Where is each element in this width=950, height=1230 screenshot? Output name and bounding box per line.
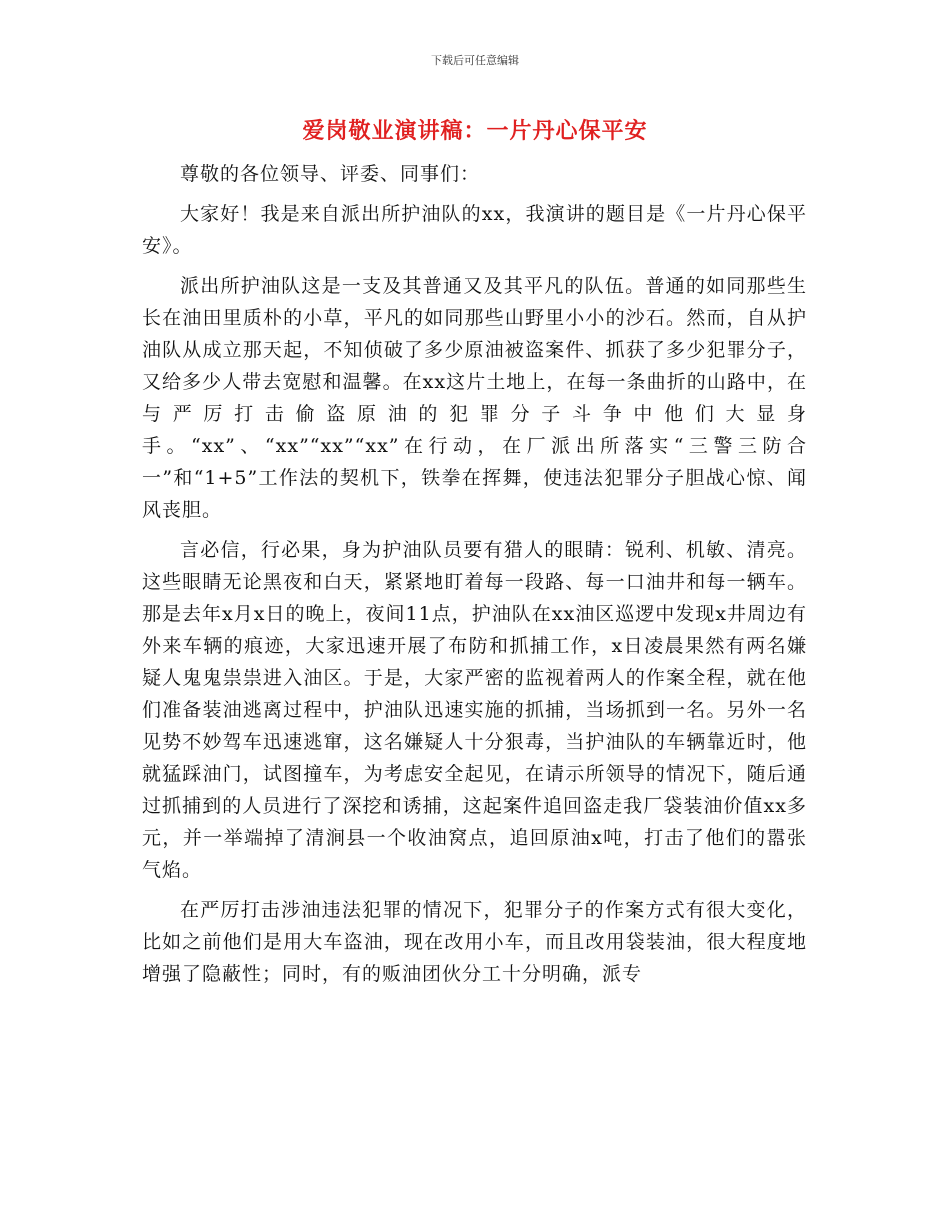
salutation-paragraph: 尊敬的各位领导、评委、同事们： [180,163,481,185]
document-body [142,158,807,998]
body-paragraph: 派出所护油队这是一支及其普通又及其平凡的队伍。普通的如同那些生长在油田里质朴的小草，平凡的如同那些山野里小小的沙石。然而，自从护油队从成立那天起，不知侦破了多少原油被盗案件、抓获了多少犯罪分子，又给多少人带去宽慰和温馨。在xx这片土地上，在每一条曲折的山路中，在与严厉打击偷盗原油的犯罪分子斗争中他们大显身手。“xx”、“xx”“xx”“xx”在行动，在厂派出所落实“三警三防合一”和“1+5”工作法的契机下，铁拳在挥舞，使违法犯罪分子胆战心惊、闻风丧胆。 [142,275,807,521]
page-header: 下载后可任意编辑 [431,54,519,67]
body-paragraph: 在严厉打击涉油违法犯罪的情况下，犯罪分子的作案方式有很大变化，比如之前他们是用大车盗油，现在改用小车，而且改用袋装油，很大程度地增强了隐蔽性；同时，有的贩油团伙分工十分明确，派专 [142,899,807,985]
document-title: 爱岗敬业演讲稿：一片丹心保平安 [302,119,648,144]
greeting-paragraph: 大家好！我是来自派出所护油队的xx，我演讲的题目是《一片丹心保平安》。 [142,203,807,257]
body-paragraph: 言必信，行必果，身为护油队员要有猎人的眼睛：锐利、机敏、清亮。这些眼睛无论黑夜和白天，紧紧地盯着每一段路、每一口油井和每一辆车。那是去年x月x日的晚上，夜间11点，护油队在xx油区巡逻中发现x井周边有外来车辆的痕迹，大家迅速开展了布防和抓捕工作，x日凌晨果然有两名嫌疑人鬼鬼祟祟进入油区。于是，大家严密的监视着两人的作案全程，就在他们准备装油逃离过程中，护油队迅速实施的抓捕，当场抓到一名。另外一名见势不妙驾车迅速逃窜，这名嫌疑人十分狠毒，当护油队的车辆靠近时，他就猛踩油门，试图撞车，为考虑安全起见，在请示所领导的情况下，随后通过抓捕到的人员进行了深挖和诱捕，这起案件追回盗走我厂袋装油价值xx多元，并一举端掉了清涧县一个收油窝点，追回原油x吨，打击了他们的嚣张气焰。 [142,539,807,881]
